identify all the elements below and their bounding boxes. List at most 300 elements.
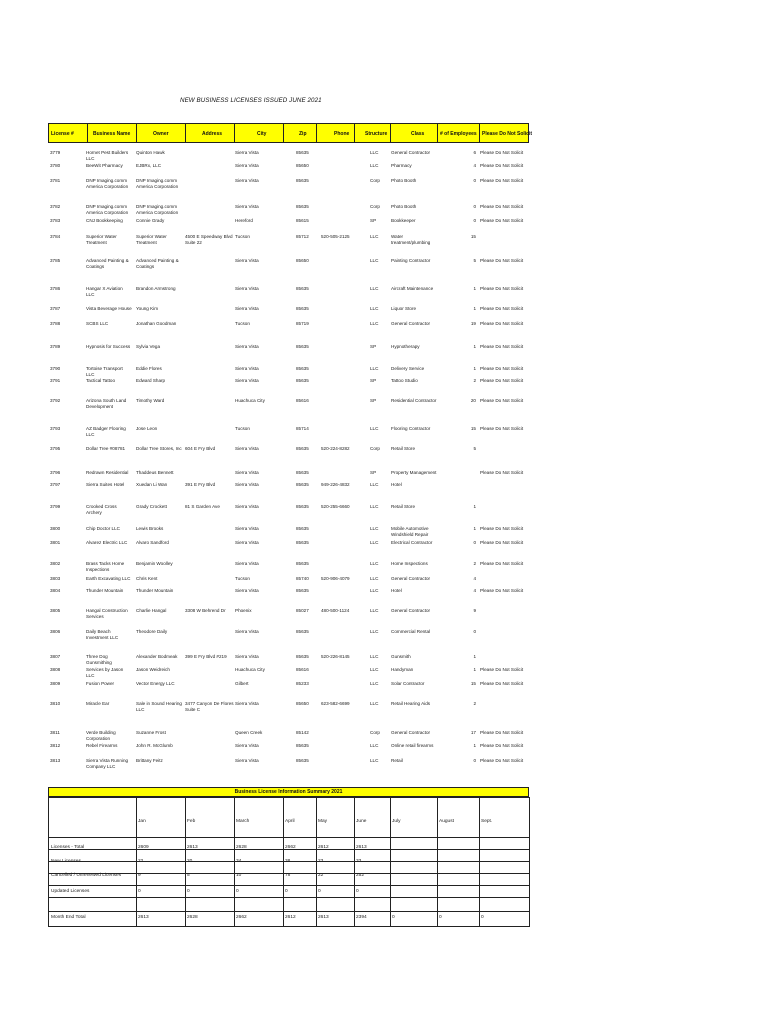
cell-structure: Corp: [370, 730, 380, 735]
cell-solicit: Please Do Not Solicit: [480, 758, 524, 763]
cell-structure: Corp: [370, 446, 380, 451]
cell-business: Crooked Cross Archery: [86, 504, 117, 515]
summary-value: 0: [187, 889, 190, 894]
header-employees: # of Employees: [440, 131, 477, 137]
cell-employees: 1: [473, 306, 476, 311]
summary-value: 2394: [356, 915, 367, 920]
cell-class: Water treatment/plumbing: [391, 234, 431, 245]
cell-class: Photo Booth: [391, 204, 417, 209]
cell-employees: 20: [470, 398, 476, 403]
summary-month: Jan: [138, 819, 146, 824]
cell-owner: John R. McGlumb: [136, 743, 173, 748]
cell-zip: 85142: [296, 730, 309, 735]
cell-class: Solar Contractor: [391, 681, 425, 686]
cell-city: Sierra Vista: [235, 446, 259, 451]
cell-structure: LLC: [370, 286, 379, 291]
cell-solicit: Please Do Not Solicit: [480, 204, 524, 209]
cell-license: 3784: [50, 234, 61, 239]
cell-city: Sierra Vista: [235, 258, 259, 263]
cell-employees: 4: [473, 163, 476, 168]
cell-business: DNP Imaging.comm America Corporation: [86, 204, 129, 215]
cell-employees: 0: [473, 540, 476, 545]
summary-value: 0: [138, 889, 141, 894]
cell-structure: SP: [370, 344, 377, 349]
cell-owner: Advanced Painting & Coatings: [136, 258, 179, 269]
cell-employees: 2: [473, 701, 476, 706]
cell-license: 3811: [50, 730, 60, 735]
cell-city: Huachuca City: [235, 667, 265, 672]
cell-solicit: Please Do Not Solicit: [480, 667, 524, 672]
cell-employees: 1: [473, 526, 476, 531]
cell-zip: 85615: [296, 218, 309, 223]
cell-employees: 19: [470, 321, 476, 326]
cell-license: 3787: [50, 306, 61, 311]
cell-zip: 85635: [296, 204, 309, 209]
cell-business: Hornet Pest Builders LLC: [86, 150, 129, 161]
summary-value: 22: [138, 859, 144, 864]
cell-zip: 85635: [296, 561, 309, 566]
cell-structure: LLC: [370, 629, 379, 634]
cell-business: Daily Beach Investment LLC: [86, 629, 119, 640]
header-zip: Zip: [299, 131, 307, 137]
cell-zip: 85635: [296, 482, 309, 487]
cell-structure: LLC: [370, 667, 379, 672]
summary-month: March: [236, 819, 250, 824]
cell-solicit: Please Do Not Solicit: [480, 150, 524, 155]
cell-structure: LLC: [370, 743, 379, 748]
cell-solicit: Please Do Not Solicit: [480, 526, 524, 531]
cell-business: Arizona South Land Development: [86, 398, 127, 409]
cell-structure: LLC: [370, 654, 379, 659]
header-license: License #: [51, 131, 74, 137]
summary-value: 34: [236, 859, 242, 864]
cell-business: Tortoise Transport LLC: [86, 366, 123, 377]
summary-month: Feb: [187, 819, 196, 824]
cell-owner: DNP Imaging.comm America Corporation: [136, 178, 179, 189]
cell-address: 3477 Canyon De Flores Suite C: [185, 701, 234, 712]
summary-value: 0: [481, 915, 484, 920]
cell-phone: 623-582-6699: [321, 701, 350, 706]
cell-business: CNJ Bookkeeping: [86, 218, 123, 223]
cell-structure: LLC: [370, 150, 379, 155]
cell-license: 3782: [50, 204, 61, 209]
summary-value: 0: [236, 889, 239, 894]
cell-class: Hotel: [391, 482, 402, 487]
cell-solicit: Please Do Not Solicit: [480, 344, 524, 349]
summary-value: 2628: [187, 915, 198, 920]
cell-owner: Jonathan Goodman: [136, 321, 177, 326]
cell-class: Retail: [391, 758, 403, 763]
cell-solicit: Please Do Not Solicit: [480, 178, 524, 183]
cell-business: Chip Doctor LLC: [86, 526, 120, 531]
cell-business: BeeWit Pharmacy: [86, 163, 123, 168]
cell-license: 3807: [50, 654, 61, 659]
summary-value: 2612: [285, 915, 296, 920]
cell-solicit: Please Do Not Solicit: [480, 561, 524, 566]
summary-value: 2613: [138, 915, 149, 920]
cell-solicit: Please Do Not Solicit: [480, 398, 524, 403]
cell-zip: 85650: [296, 258, 309, 263]
cell-employees: 1: [473, 366, 476, 371]
summary-value: 2662: [285, 845, 296, 850]
cell-license: 3803: [50, 576, 61, 581]
summary-value: 2613: [356, 845, 367, 850]
summary-value: 2609: [138, 845, 149, 850]
cell-zip: 85635: [296, 150, 309, 155]
cell-employees: 0: [473, 178, 476, 183]
cell-zip: 85712: [296, 234, 309, 239]
cell-employees: 15: [470, 426, 476, 431]
cell-zip: 85635: [296, 526, 309, 531]
cell-owner: Grady Crockett: [136, 504, 167, 509]
cell-business: SCBS LLC: [86, 321, 109, 326]
cell-license: 3781: [50, 178, 61, 183]
cell-solicit: Please Do Not Solicit: [480, 743, 524, 748]
cell-business: Services by Jason LLC: [86, 667, 124, 678]
cell-class: Retail Hearing Aids: [391, 701, 431, 706]
cell-city: Sierra Vista: [235, 654, 259, 659]
cell-employees: 17: [470, 730, 476, 735]
cell-business: Advanced Painting & Coatings: [86, 258, 129, 269]
cell-zip: 85233: [296, 681, 309, 686]
cell-structure: SP: [370, 218, 377, 223]
cell-city: Tucson: [235, 321, 250, 326]
cell-structure: LLC: [370, 576, 379, 581]
cell-structure: LLC: [370, 540, 379, 545]
cell-license: 3805: [50, 608, 61, 613]
cell-zip: 85635: [296, 470, 309, 475]
cell-license: 3812: [50, 743, 61, 748]
summary-line-label: Cancelled / Unrenewed Licenses: [51, 873, 122, 878]
cell-structure: LLC: [370, 321, 379, 326]
cell-class: Retail Store: [391, 504, 416, 509]
cell-address: 3308 W Behrend Dr: [185, 608, 226, 613]
cell-zip: 85635: [296, 588, 309, 593]
header-owner: Owner: [153, 131, 169, 137]
summary-line-label: Month End Total: [51, 915, 86, 920]
cell-city: Sierra Vista: [235, 306, 259, 311]
cell-solicit: Please Do Not Solicit: [480, 286, 524, 291]
summary-value: 0: [439, 915, 442, 920]
cell-license: 3796: [50, 470, 61, 475]
cell-city: Sierra Vista: [235, 588, 259, 593]
cell-license: 3780: [50, 163, 61, 168]
header-address: Address: [202, 131, 223, 137]
cell-license: 3795: [50, 446, 61, 451]
cell-city: Tucson: [235, 234, 250, 239]
cell-class: Residential Contractor: [391, 398, 437, 403]
cell-employees: 0: [473, 204, 476, 209]
cell-zip: 85635: [296, 629, 309, 634]
cell-owner: Brandon Armstrong: [136, 286, 176, 291]
cell-city: Sierra Vista: [235, 701, 259, 706]
cell-business: Vista Beverage House: [86, 306, 132, 311]
cell-license: 3799: [50, 504, 61, 509]
cell-phone: 520-505-2125: [321, 234, 350, 239]
cell-class: Commercial Rental: [391, 629, 431, 634]
cell-city: Sierra Vista: [235, 470, 259, 475]
cell-structure: LLC: [370, 561, 379, 566]
cell-business: Thunder Mountain: [86, 588, 124, 593]
cell-city: Sierra Vista: [235, 561, 259, 566]
cell-structure: LLC: [370, 366, 379, 371]
cell-zip: 85650: [296, 701, 309, 706]
cell-business: AZ Badger Flooring LLC: [86, 426, 126, 437]
cell-city: Sierra Vista: [235, 540, 259, 545]
cell-city: Sierra Vista: [235, 163, 259, 168]
cell-zip: 85635: [296, 306, 309, 311]
cell-license: 3790: [50, 366, 61, 371]
cell-address: 399 E Fry Blvd #219: [185, 654, 227, 659]
cell-solicit: Please Do Not Solicit: [480, 321, 524, 326]
cell-owner: Sylvia Vega: [136, 344, 161, 349]
summary-month: May: [318, 819, 328, 824]
cell-zip: 85635: [296, 378, 309, 383]
cell-license: 3810: [50, 701, 61, 706]
cell-structure: Corp: [370, 178, 380, 183]
cell-owner: Jose Leon: [136, 426, 158, 431]
cell-city: Hereford: [235, 218, 253, 223]
cell-employees: 1: [473, 504, 476, 509]
cell-license: 3783: [50, 218, 61, 223]
cell-zip: 85714: [296, 426, 309, 431]
cell-class: Home Inspections: [391, 561, 428, 566]
summary-month: August: [439, 819, 454, 824]
cell-license: 3808: [50, 667, 61, 672]
cell-zip: 85635: [296, 540, 309, 545]
cell-owner: Charlie Hangal: [136, 608, 167, 613]
cell-employees: 4: [473, 588, 476, 593]
cell-structure: LLC: [370, 758, 379, 763]
summary-grid: [48, 797, 530, 927]
cell-employees: 0: [473, 629, 476, 634]
cell-license: 3789: [50, 344, 61, 349]
header-structure: Structure: [365, 131, 388, 137]
cell-employees: 4: [473, 576, 476, 581]
cell-owner: Brittany Feitz: [136, 758, 163, 763]
cell-zip: 85635: [296, 758, 309, 763]
cell-solicit: Please Do Not Solicit: [480, 730, 524, 735]
cell-solicit: Please Do Not Solicit: [480, 258, 524, 263]
cell-owner: Edward Sharp: [136, 378, 166, 383]
cell-employees: 9: [473, 608, 476, 613]
cell-owner: Jason Weidreich: [136, 667, 170, 672]
header-phone: Phone: [334, 131, 350, 137]
cell-license: 3785: [50, 258, 61, 263]
cell-owner: Lewis Brooks: [136, 526, 164, 531]
cell-business: Fusion Power: [86, 681, 115, 686]
cell-structure: SP: [370, 470, 377, 475]
header-class: Class: [411, 131, 425, 137]
cell-solicit: Please Do Not Solicit: [480, 378, 524, 383]
summary-value: 22: [318, 873, 324, 878]
cell-license: 3788: [50, 321, 61, 326]
cell-owner: Benjamin Woolley: [136, 561, 173, 566]
cell-owner: Thunder Mountain: [136, 588, 174, 593]
cell-structure: LLC: [370, 526, 379, 531]
summary-value: 2628: [236, 845, 247, 850]
summary-value: 5: [187, 873, 190, 878]
cell-city: Phoenix: [235, 608, 252, 613]
cell-business: Hypnosis for Success: [86, 344, 131, 349]
cell-zip: 85616: [296, 667, 309, 672]
cell-city: Sierra Vista: [235, 629, 259, 634]
cell-class: Property Management: [391, 470, 437, 475]
cell-license: 3804: [50, 588, 61, 593]
cell-owner: DNP Imaging.comm America Corporation: [136, 204, 179, 215]
cell-owner: Alexander Bodmeak: [136, 654, 178, 659]
cell-owner: Chris Kent: [136, 576, 158, 581]
cell-employees: 1: [473, 286, 476, 291]
cell-solicit: Please Do Not Solicit: [480, 540, 524, 545]
summary-month: July: [392, 819, 401, 824]
cell-solicit: Please Do Not Solicit: [480, 588, 524, 593]
cell-phone: 949-226-4832: [321, 482, 350, 487]
cell-structure: LLC: [370, 426, 379, 431]
cell-zip: 85635: [296, 366, 309, 371]
cell-business: Redrawn Residential: [86, 470, 129, 475]
cell-city: Sierra Vista: [235, 366, 259, 371]
cell-business: Rebel Firearms: [86, 743, 118, 748]
cell-class: General Contractor: [391, 608, 431, 613]
cell-structure: LLC: [370, 681, 379, 686]
cell-owner: Theodore Daily: [136, 629, 168, 634]
cell-city: Sierra Vista: [235, 286, 259, 291]
cell-city: Sierra Vista: [235, 204, 259, 209]
cell-class: Retail Store: [391, 446, 416, 451]
cell-employees: 2: [473, 561, 476, 566]
cell-owner: Quinton Hawk: [136, 150, 165, 155]
summary-line-label: Licenses - Total: [51, 845, 85, 850]
cell-class: General Contractor: [391, 321, 431, 326]
header-business: Business Name: [93, 131, 131, 137]
cell-phone: 480-500-1124: [321, 608, 350, 613]
cell-class: General Contractor: [391, 576, 431, 581]
cell-employees: 1: [473, 743, 476, 748]
cell-class: Electrical Contractor: [391, 540, 433, 545]
page-title: NEW BUSINESS LICENSES ISSUED JUNE 2021: [180, 97, 322, 104]
cell-class: Liquor Store: [391, 306, 417, 311]
cell-class: Hotel: [391, 588, 402, 593]
cell-class: Delivery Service: [391, 366, 425, 371]
cell-license: 3813: [50, 758, 61, 763]
cell-employees: 2: [473, 378, 476, 383]
cell-phone: 520-255-6660: [321, 504, 350, 509]
cell-structure: LLC: [370, 608, 379, 613]
summary-value: 0: [356, 889, 359, 894]
summary-value: 0: [285, 889, 288, 894]
cell-employees: 1: [473, 667, 476, 672]
cell-structure: LLC: [370, 234, 379, 239]
summary-value: 23: [318, 859, 324, 864]
cell-city: Gilbert: [235, 681, 249, 686]
cell-class: Bookkeeper: [391, 218, 416, 223]
summary-value: 252: [356, 873, 365, 878]
summary-value: 0: [318, 889, 321, 894]
cell-structure: LLC: [370, 306, 379, 311]
cell-business: DNP Imaging.comm America Corporation: [86, 178, 129, 189]
summary-value: 2613: [187, 845, 198, 850]
cell-solicit: Please Do Not Solicit: [480, 426, 524, 431]
cell-zip: 85027: [296, 608, 309, 613]
summary-line-label: Updated Licenses: [51, 889, 90, 894]
cell-structure: Corp: [370, 204, 380, 209]
cell-license: 3779: [50, 150, 61, 155]
cell-class: General Contractor: [391, 730, 431, 735]
cell-owner: Eddie Flores: [136, 366, 162, 371]
cell-city: Sierra Vista: [235, 526, 259, 531]
cell-zip: 85635: [296, 743, 309, 748]
cell-structure: LLC: [370, 588, 379, 593]
summary-value: 20: [187, 859, 193, 864]
cell-city: Sierra Vista: [235, 378, 259, 383]
cell-city: Tucson: [235, 426, 250, 431]
cell-license: 3797: [50, 482, 61, 487]
header-city: City: [257, 131, 267, 137]
summary-month: April: [285, 819, 295, 824]
cell-address: 81 S Garden Ave: [185, 504, 220, 509]
cell-structure: LLC: [370, 482, 379, 487]
cell-class: Photo Booth: [391, 178, 417, 183]
cell-address: 391 E Fry Blvd: [185, 482, 216, 487]
cell-city: Sierra Vista: [235, 758, 259, 763]
cell-owner: Suzanne Frost: [136, 730, 166, 735]
cell-business: Superior Water Treatment: [86, 234, 117, 245]
cell-class: Online retail firearms: [391, 743, 434, 748]
cell-city: Tucson: [235, 576, 250, 581]
cell-phone: 520-226-8145: [321, 654, 350, 659]
summary-value: 9: [138, 873, 141, 878]
header-solicit: Please Do Not Solicit: [482, 131, 533, 137]
summary-value: 38: [285, 859, 291, 864]
cell-zip: 85635: [296, 344, 309, 349]
cell-zip: 85740: [296, 576, 309, 581]
cell-phone: 520-906-4079: [321, 576, 350, 581]
cell-owner: Thaddeus Bennett: [136, 470, 174, 475]
cell-zip: 85616: [296, 398, 309, 403]
cell-employees: 0: [473, 218, 476, 223]
cell-license: 3801: [50, 540, 61, 545]
cell-class: Hypnotherapy: [391, 344, 420, 349]
cell-business: Sierra Suites Hotel: [86, 482, 125, 487]
cell-solicit: Please Do Not Solicit: [480, 366, 524, 371]
cell-license: 3786: [50, 286, 61, 291]
cell-business: Alvarez Electric LLC: [86, 540, 128, 545]
cell-structure: LLC: [370, 258, 379, 263]
cell-owner: Connie Grady: [136, 218, 165, 223]
cell-class: Pharmacy: [391, 163, 412, 168]
cell-employees: 1: [473, 654, 476, 659]
cell-zip: 85635: [296, 178, 309, 183]
cell-employees: 1: [473, 344, 476, 349]
cell-business: Three Dog Gunsmithing: [86, 654, 112, 665]
cell-class: Painting Contractor: [391, 258, 431, 263]
cell-address: 604 E Fry Blvd: [185, 446, 216, 451]
cell-class: Handyman: [391, 667, 414, 672]
cell-city: Sierra Vista: [235, 178, 259, 183]
cell-structure: SP: [370, 378, 377, 383]
cell-license: 3793: [50, 426, 61, 431]
cell-owner: Sale in Sound Hearing LLC: [136, 701, 182, 712]
cell-city: Sierra Vista: [235, 150, 259, 155]
cell-owner: Young Kim: [136, 306, 159, 311]
cell-employees: 6: [473, 150, 476, 155]
cell-city: Huachuca City: [235, 398, 265, 403]
summary-month: Sept.: [481, 819, 493, 824]
summary-title: Business License Information Summary 2021: [48, 787, 529, 797]
cell-zip: 85635: [296, 446, 309, 451]
cell-zip: 85635: [296, 654, 309, 659]
